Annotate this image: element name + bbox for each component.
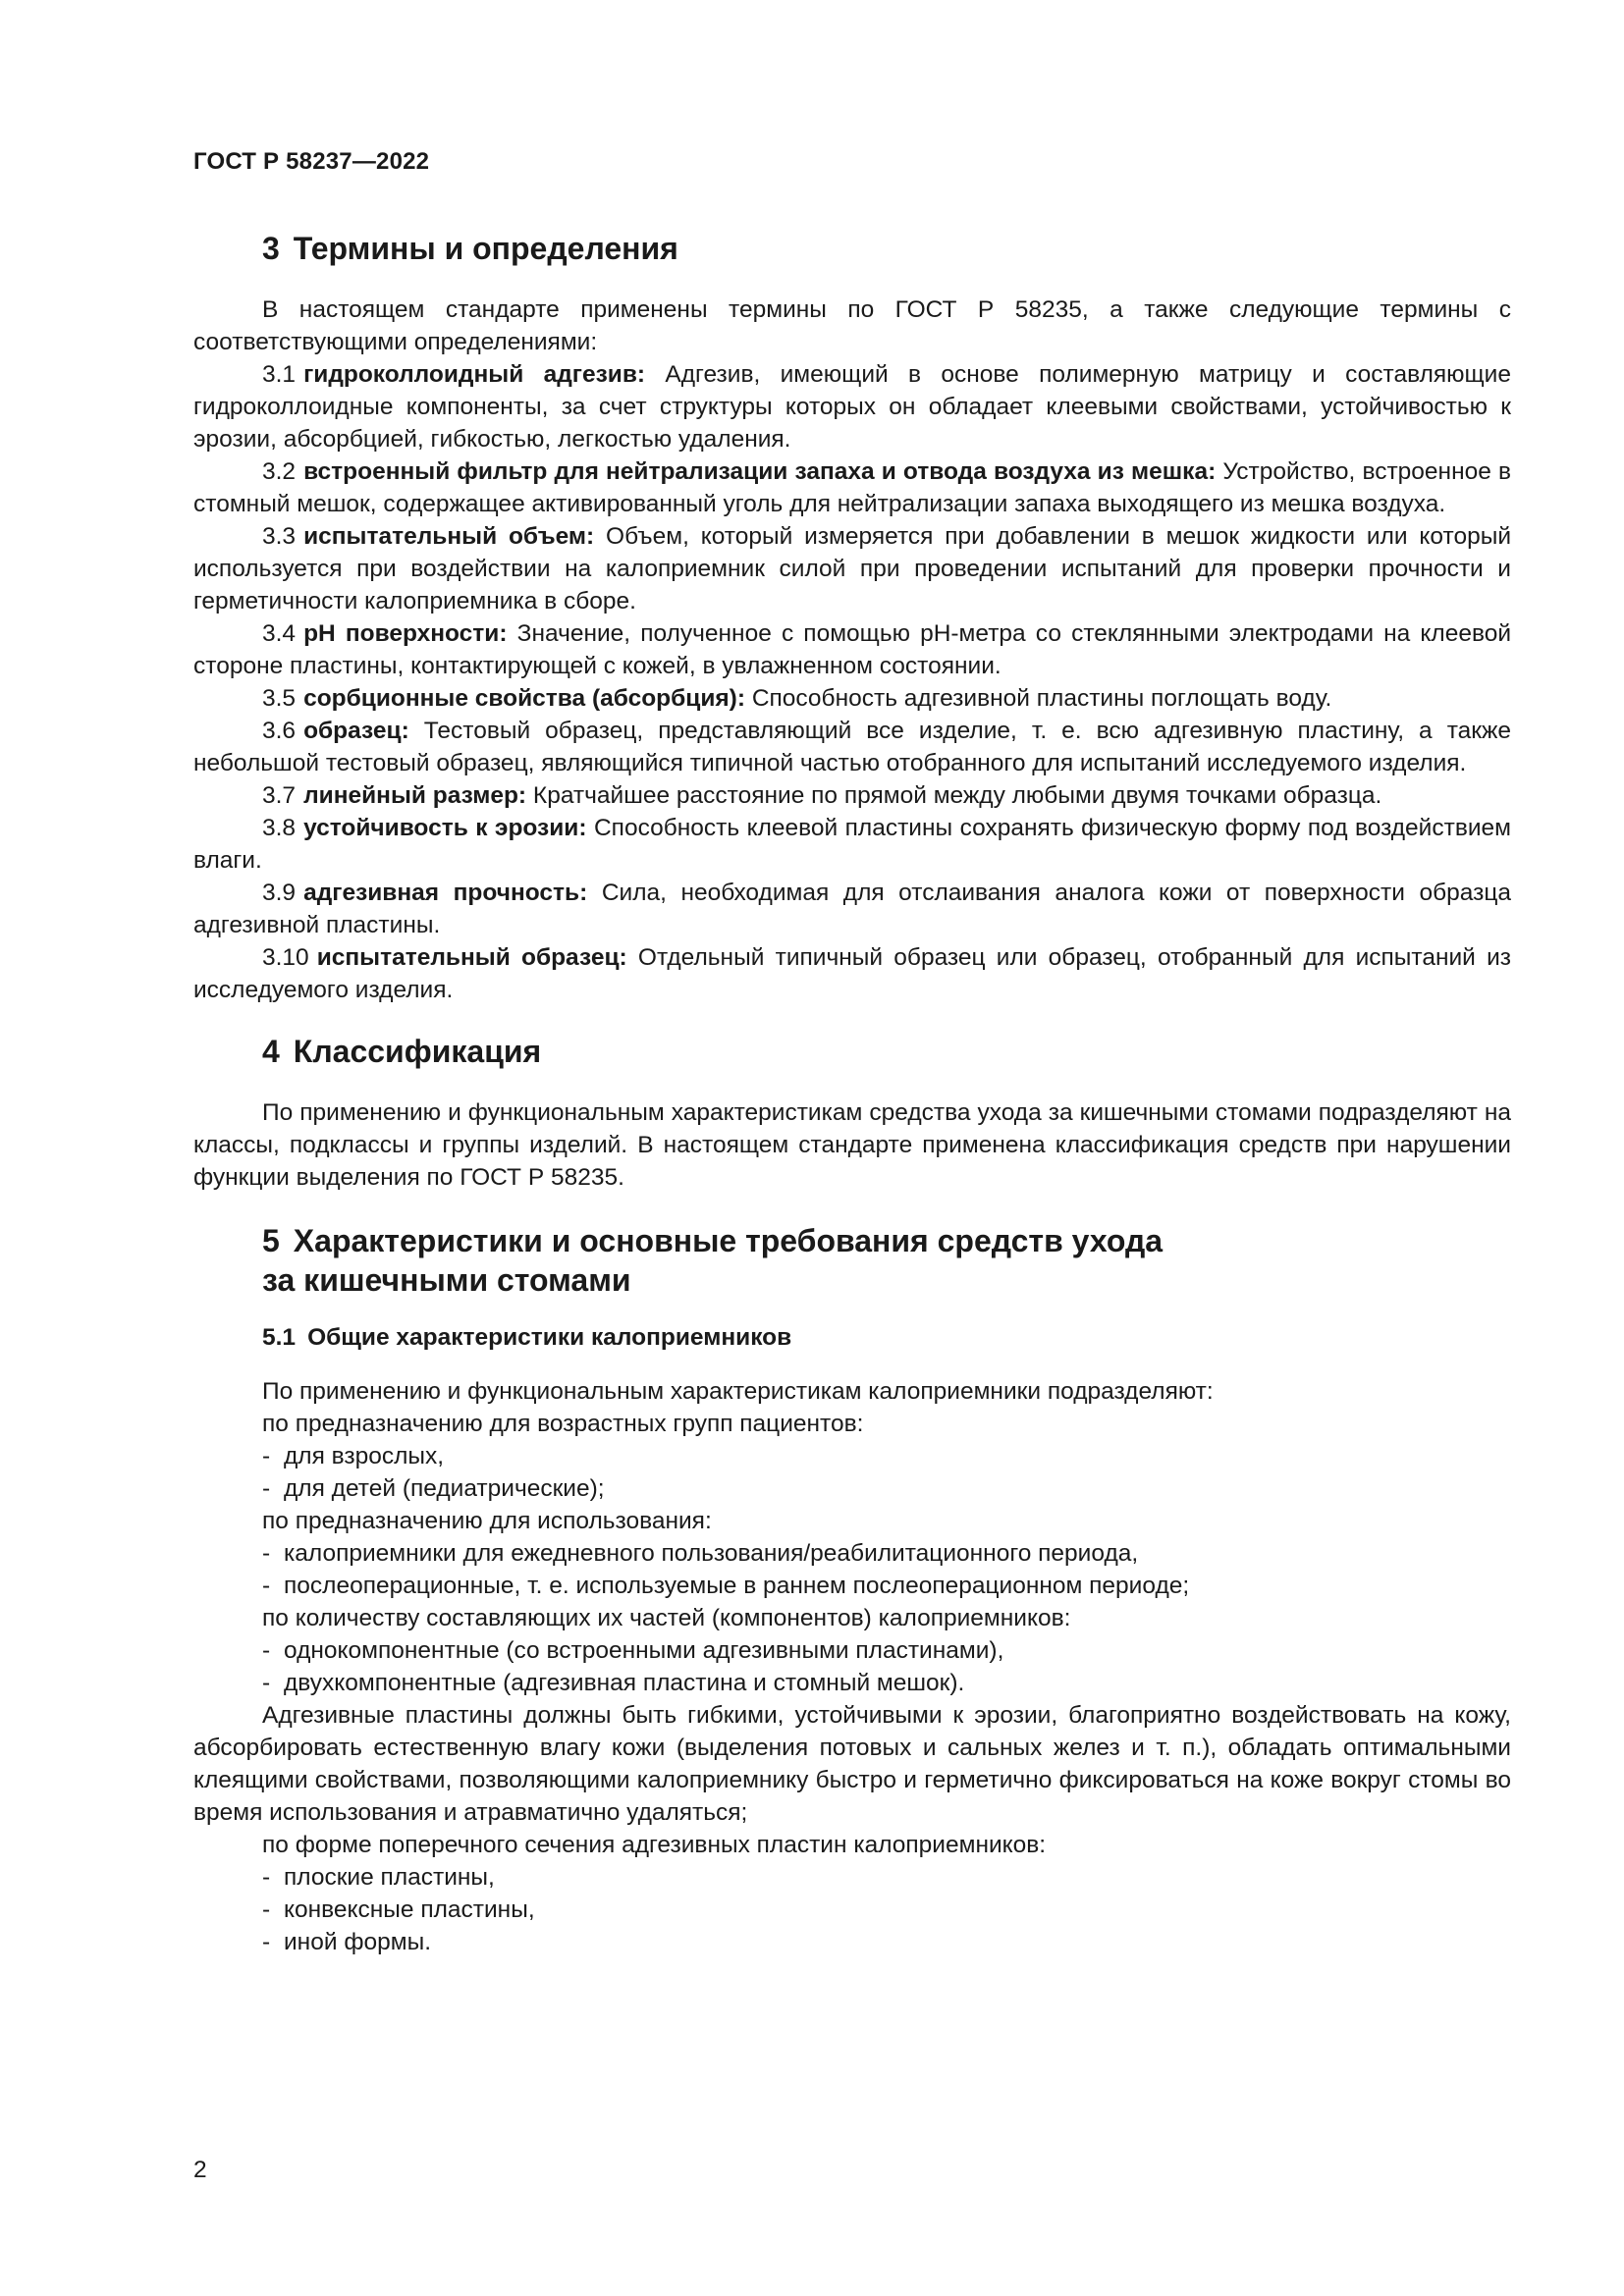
term-number: 3.4 <box>262 620 297 647</box>
list-item <box>193 1926 1511 1958</box>
term-number: 3.6 <box>262 718 297 744</box>
dash-marker: - <box>262 1540 271 1567</box>
term-text: Устройство, встроенное в стомный мешок, содержащее активированный уголь для нейтрализации запаха выходящего из мешка воздуха. <box>193 458 1511 517</box>
term-definition <box>193 520 1511 617</box>
list-item-text: иной формы. <box>284 1929 432 1955</box>
group-label: по предназначению для возрастных групп пациентов: <box>262 1411 864 1437</box>
term-name: устойчивость к эрозии: <box>303 815 587 841</box>
list-item-text: двухкомпонентные (адгезивная пластина и стомный мешок). <box>284 1670 965 1696</box>
term-number: 3.5 <box>262 685 297 712</box>
term-number: 3.1 <box>262 361 297 388</box>
list-item-text: для взрослых, <box>284 1443 445 1469</box>
term-name: адгезивная прочность: <box>303 880 588 906</box>
term-text: Кратчайшее расстояние по прямой между любыми двумя точками образца. <box>532 782 1382 809</box>
section-3-heading <box>193 229 1511 268</box>
list-item-text: однокомпонентные (со встроенными адгезивными пластинами), <box>284 1637 1004 1664</box>
section-3-intro: В настоящем стандарте применены термины по ГОСТ Р 58235, а также следующие термины с соответствующими определениями: <box>193 296 1511 355</box>
term-name: испытательный объем: <box>303 523 595 550</box>
section-title: Термины и определения <box>293 231 678 266</box>
term-text: Сила, необходимая для отслаивания аналога кожи от поверхности образца адгезивной пластины. <box>193 880 1512 938</box>
list-item-text: калоприемники для ежедневного пользования/реабилитационного периода, <box>284 1540 1139 1567</box>
term-number: 3.7 <box>262 782 297 809</box>
term-definition <box>193 779 1511 812</box>
list-item-text: для детей (педиатрические); <box>284 1475 605 1502</box>
subsection-number: 5.1 <box>262 1324 297 1351</box>
group-label: по предназначению для использования: <box>262 1508 712 1534</box>
list-item <box>193 1570 1511 1602</box>
term-name: pH поверхности: <box>303 620 508 647</box>
list-item-text: конвексные пластины, <box>284 1896 535 1923</box>
section-number: 3 <box>262 231 280 266</box>
term-number: 3.10 <box>262 944 309 971</box>
term-number: 3.2 <box>262 458 297 485</box>
page-number: 2 <box>193 2157 207 2183</box>
dash-marker: - <box>262 1637 271 1664</box>
section-4-heading <box>193 1032 1511 1071</box>
list-item <box>193 1634 1511 1667</box>
dash-marker: - <box>262 1670 271 1696</box>
term-definition <box>193 358 1511 455</box>
section-number: 5 <box>262 1223 280 1258</box>
term-text: Способность клеевой пластины сохранять физическую форму под воздействием влаги. <box>193 815 1512 874</box>
list-item-text: послеоперационные, т. е. используемые в раннем послеоперационном периоде; <box>284 1573 1190 1599</box>
list-item <box>193 1861 1511 1894</box>
group-label: по форме поперечного сечения адгезивных пластин калоприемников: <box>262 1832 1047 1858</box>
term-number: 3.8 <box>262 815 297 841</box>
adhesive-requirements: Адгезивные пластины должны быть гибкими, устойчивыми к эрозии, благоприятно воздействовать на кожу, абсорбировать естественную влагу кожи (выделения потовых и сальных желез и т. п.), обладать оптимальными клеящими свойствами, позволяющими калоприемнику быстро и герметично фиксироваться на коже вокруг стомы во время использования и атравматично удаляться; <box>193 1702 1511 1826</box>
term-number: 3.9 <box>262 880 297 906</box>
section-number: 4 <box>262 1034 280 1069</box>
section-title-line2: за кишечными стомами <box>262 1262 631 1298</box>
term-name: испытательный образец: <box>316 944 627 971</box>
term-definition <box>193 682 1511 715</box>
section-5-heading <box>193 1221 1511 1300</box>
term-text: Значение, полученное с помощью pH-метра со стеклянными электродами на клеевой стороне пластины, контактирующей с кожей, в увлажненном состоянии. <box>193 620 1512 679</box>
term-definition <box>193 877 1511 941</box>
term-name: сорбционные свойства (абсорбция): <box>303 685 745 712</box>
dash-marker: - <box>262 1929 271 1955</box>
term-text: Тестовый образец, представляющий все изделие, т. е. всю адгезивную пластину, а также небольшой тестовый образец, являющийся типичной частью отобранного для испытаний исследуемого изделия. <box>193 718 1511 776</box>
list-item <box>193 1667 1511 1699</box>
term-text: Адгезив, имеющий в основе полимерную матрицу и составляющие гидроколлоидные компоненты, за счет структуры которых он обладает клеевыми свойствами, устойчивостью к эрозии, абсорбцией, гибкостью, легкостью удаления. <box>193 361 1511 453</box>
term-definition <box>193 617 1511 682</box>
dash-marker: - <box>262 1896 271 1923</box>
term-text: Способность адгезивной пластины поглощать воду. <box>751 685 1332 712</box>
list-item-text: плоские пластины, <box>284 1864 495 1891</box>
term-text: Объем, который измеряется при добавлении в мешок жидкости или который используется при воздействии на калоприемник силой при проведении испытаний для проверки прочности и герметичности калоприемника в сборе. <box>193 523 1511 614</box>
term-definition <box>193 455 1511 520</box>
term-name: линейный размер: <box>303 782 527 809</box>
section-title-line1: Характеристики и основные требования средств ухода <box>293 1223 1164 1258</box>
list-item <box>193 1472 1511 1505</box>
section-title: Классификация <box>293 1034 542 1069</box>
group-label: по количеству составляющих их частей (компонентов) калоприемников: <box>262 1605 1071 1631</box>
term-name: встроенный фильтр для нейтрализации запаха и отвода воздуха из мешка: <box>303 458 1217 485</box>
subsection-title: Общие характеристики калоприемников <box>307 1324 792 1351</box>
term-text: Отдельный типичный образец или образец, отобранный для испытаний из исследуемого изделия. <box>193 944 1512 1003</box>
term-definition <box>193 941 1511 1006</box>
dash-marker: - <box>262 1443 271 1469</box>
term-name: образец: <box>303 718 409 744</box>
section-4-text: По применению и функциональным характеристикам средства ухода за кишечными стомами подразделяют на классы, подклассы и группы изделий. В настоящем стандарте применена классификация средств при нарушении функции выделения по ГОСТ Р 58235. <box>193 1099 1511 1191</box>
document-header: ГОСТ Р 58237—2022 <box>193 148 430 175</box>
term-definition <box>193 812 1511 877</box>
subsection-5-1-heading <box>193 1321 1511 1354</box>
dash-marker: - <box>262 1864 271 1891</box>
term-name: гидроколлоидный адгезив: <box>303 361 646 388</box>
list-item <box>193 1537 1511 1570</box>
section-5-intro: По применению и функциональным характеристикам калоприемники подразделяют: <box>262 1378 1214 1405</box>
list-item <box>193 1440 1511 1472</box>
list-item <box>193 1894 1511 1926</box>
page-content <box>193 229 1511 1958</box>
term-number: 3.3 <box>262 523 297 550</box>
dash-marker: - <box>262 1475 271 1502</box>
term-definition <box>193 715 1511 779</box>
dash-marker: - <box>262 1573 271 1599</box>
